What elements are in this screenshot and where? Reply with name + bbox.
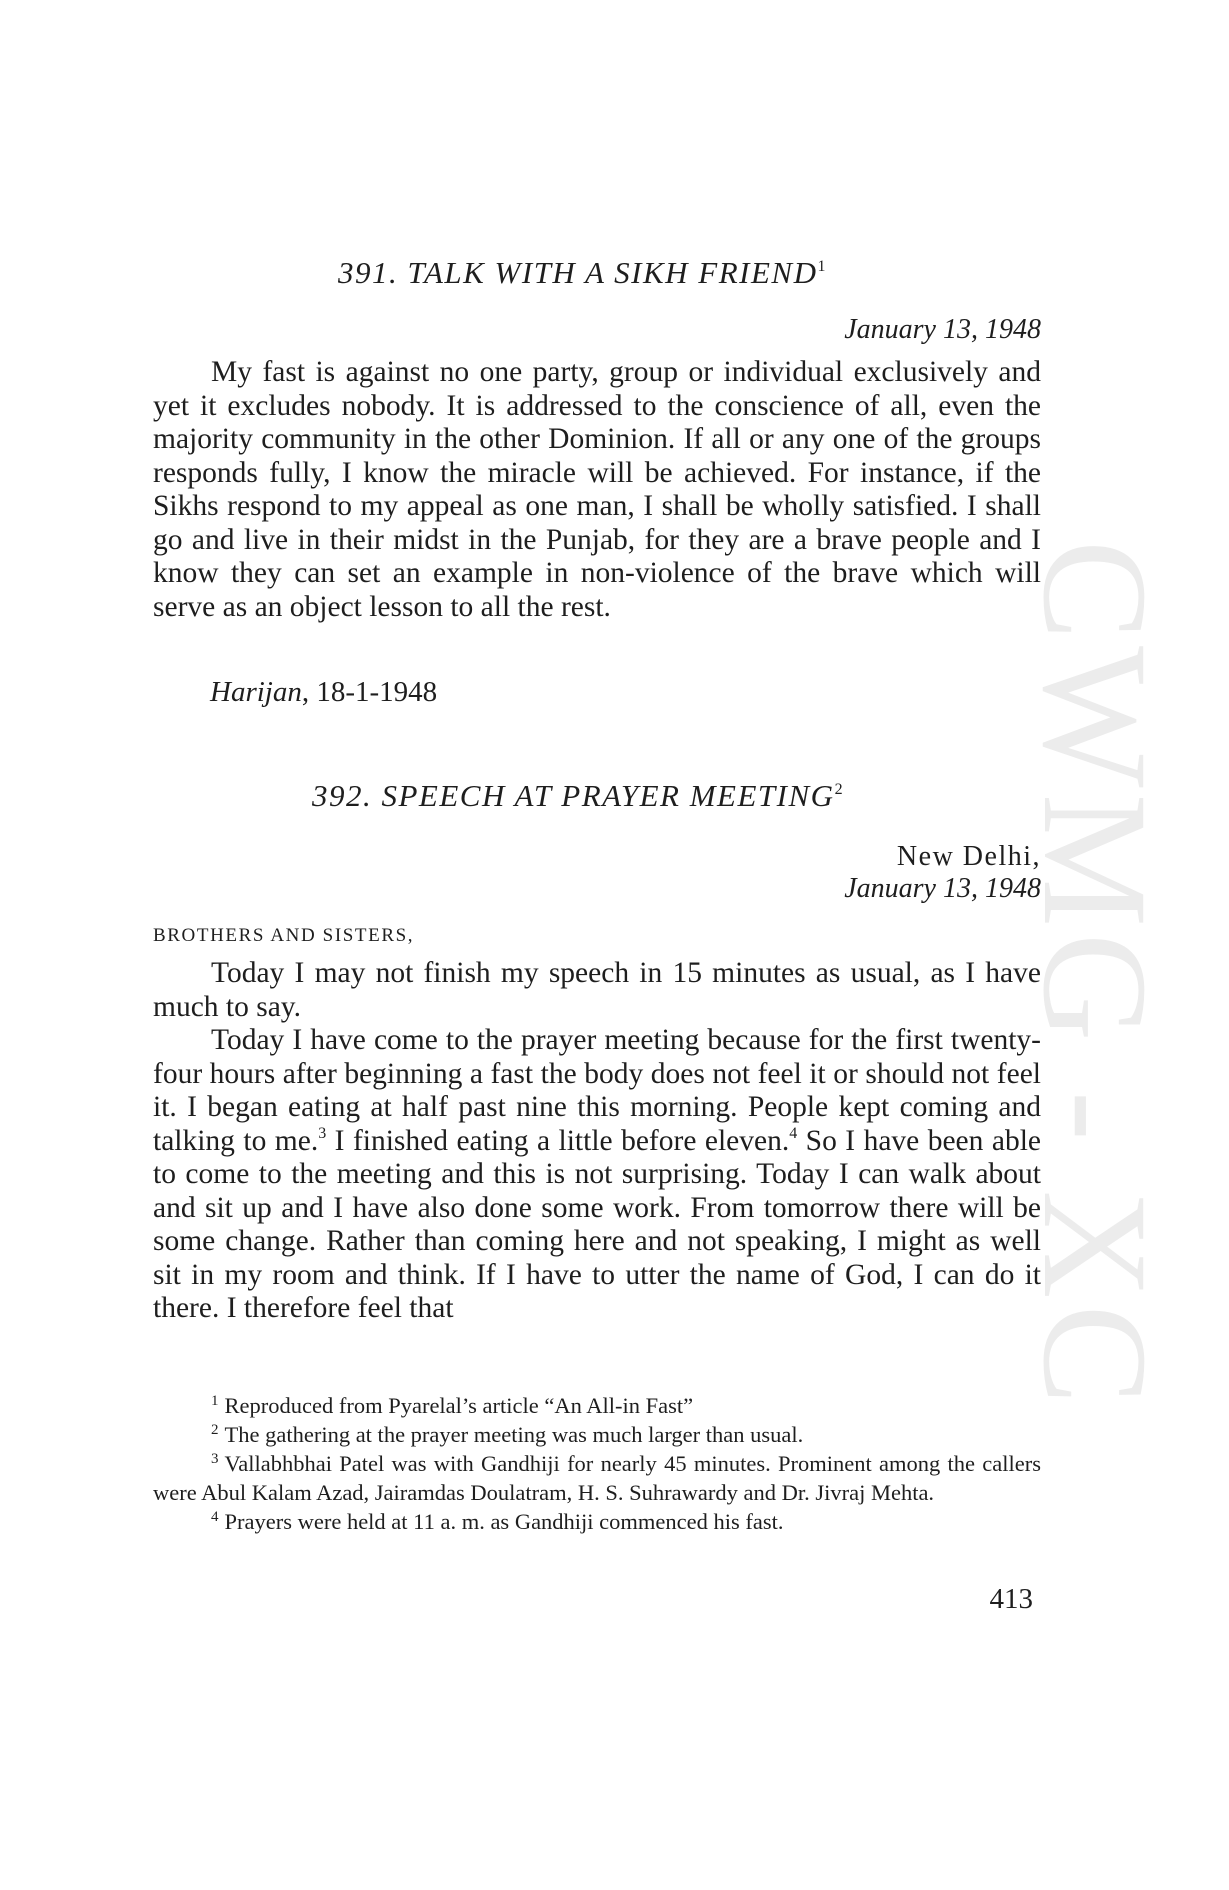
footnote-ref-2: 2	[834, 781, 843, 798]
footnote-ref-1: 1	[817, 258, 826, 275]
footnote-1	[153, 1391, 1041, 1420]
footnote-2	[153, 1420, 1041, 1449]
para2-part-b: I finished eating a little before eleven.	[326, 1124, 790, 1157]
source-date: , 18-1-1948	[301, 676, 438, 708]
footnote-2-text: The gathering at the prayer meeting was much larger than usual.	[224, 1422, 804, 1447]
footnotes	[153, 1391, 1041, 1536]
section-391-heading	[338, 255, 825, 291]
footnote-ref-4: 4	[789, 1124, 798, 1142]
footnote-3	[153, 1449, 1041, 1507]
section-392-paragraph-1: Today I may not finish my speech in 15 minutes as usual, as I have much to say.	[153, 957, 1041, 1023]
source-citation	[210, 676, 437, 709]
footnote-4-number: 4	[211, 1509, 219, 1525]
footnote-1-text: Reproduced from Pyarelal’s article “An All-in Fast”	[224, 1393, 694, 1418]
footnote-1-number: 1	[211, 1393, 219, 1409]
source-name: Harijan	[210, 676, 302, 708]
para2-part-a: Today I have come to the prayer meeting because for the first twenty-four hours after beginning a fast the body does not feel it or should not feel it. I began eating at half past nine this morning. People kept coming and talking to me.	[153, 1024, 1041, 1157]
watermark-text: CWMG - XC	[1012, 540, 1178, 1411]
section-392-paragraph-2	[153, 1024, 1041, 1326]
section-392-body	[153, 957, 1041, 1326]
section-391-body	[153, 356, 1041, 624]
section-391-title: 391. TALK WITH A SIKH FRIEND	[338, 255, 818, 290]
page-number: 413	[989, 1583, 1033, 1615]
salutation: BROTHERS AND SISTERS,	[153, 925, 415, 946]
section-392-date: January 13, 1948	[844, 873, 1041, 904]
footnote-4-text: Prayers were held at 11 a. m. as Gandhiji commenced his fast.	[224, 1509, 784, 1534]
footnote-4	[153, 1507, 1041, 1536]
footnote-ref-3: 3	[318, 1124, 327, 1142]
para2-part-c: So I have been able to come to the meeting and this is not surprising. Today I can walk about and sit up and I have also done some work. From tomorrow there will be some change. Rather than coming here and not speaking, I might as well sit in my room and think. If I have to utter the name of God, I can do it there. I therefore feel that	[153, 1124, 1041, 1324]
footnote-3-number: 3	[211, 1451, 219, 1467]
section-392-heading	[312, 778, 843, 814]
footnote-3-text: Vallabhbhai Patel was with Gandhiji for nearly 45 minutes. Prominent among the callers were Abul Kalam Azad, Jairamdas Doulatram, H. S. Suhrawardy and Dr. Jivraj Mehta.	[153, 1451, 1041, 1505]
footnote-2-number: 2	[211, 1422, 219, 1438]
section-392-place: New Delhi,	[896, 841, 1041, 872]
section-391-paragraph: My fast is against no one party, group or individual exclusively and yet it excludes nobody. It is addressed to the conscience of all, even the majority community in the other Dominion. If all or any one of the groups responds fully, I know the miracle will be achieved. For instance, if the Sikhs respond to my appeal as one man, I shall be wholly satisfied. I shall go and live in their midst in the Punjab, for they are a brave people and I know they can set an example in non-violence of the brave which will serve as an object lesson to all the rest.	[153, 356, 1041, 623]
section-391-date: January 13, 1948	[844, 314, 1041, 345]
section-392-title: 392. SPEECH AT PRAYER MEETING	[312, 778, 835, 813]
